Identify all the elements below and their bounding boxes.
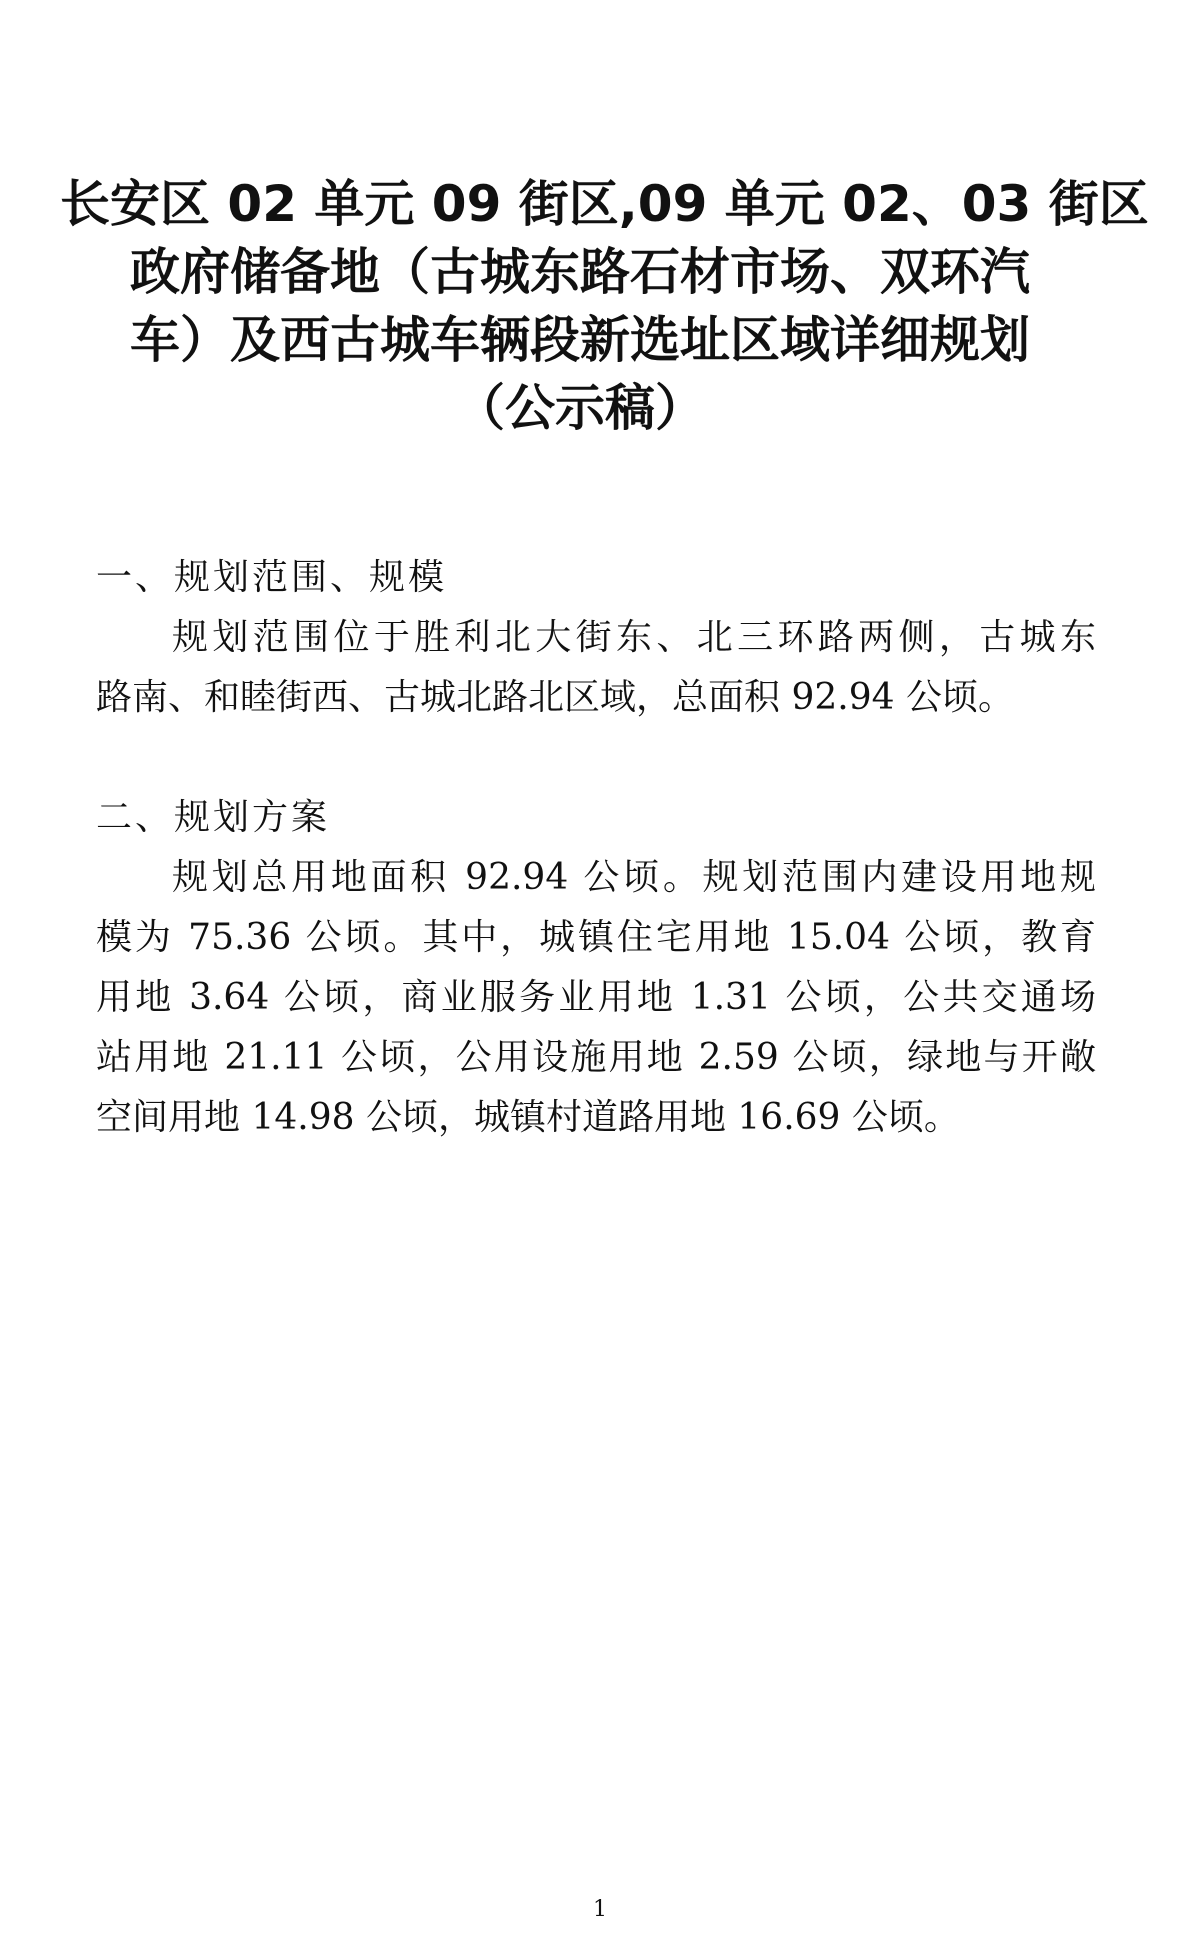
section-1-heading: 一、规划范围、规模	[96, 557, 448, 598]
section-2-line-1: 规划总用地面积 92.94 公顷。规划范围内建设用地规	[172, 857, 1096, 898]
title-line-3: 车）及西古城车辆段新选址区域详细规划	[130, 311, 1030, 369]
section-1-line-2: 路南、和睦街西、古城北路北区域，总面积 92.94 公顷。	[96, 677, 1014, 718]
page-number: 1	[593, 1897, 607, 1922]
title-line-2: 政府储备地（古城东路石材市场、双环汽	[130, 243, 1030, 301]
section-2-line-5: 空间用地 14.98 公顷，城镇村道路用地 16.69 公顷。	[96, 1097, 960, 1138]
section-2-heading: 二、规划方案	[96, 797, 331, 838]
section-1-line-1: 规划范围位于胜利北大街东、北三环路两侧，古城东	[172, 617, 1096, 658]
title-line-4: （公示稿）	[455, 379, 705, 437]
section-2-line-3: 用地 3.64 公顷，商业服务业用地 1.31 公顷，公共交通场	[96, 977, 1096, 1018]
title-line-1: 长安区 02 单元 09 街区,09 单元 02、03 街区	[60, 175, 1149, 233]
section-2-line-4: 站用地 21.11 公顷，公用设施用地 2.59 公顷，绿地与开敞	[96, 1037, 1096, 1078]
section-2-line-2: 模为 75.36 公顷。其中，城镇住宅用地 15.04 公顷，教育	[96, 917, 1096, 958]
document-title	[60, 170, 1149, 442]
